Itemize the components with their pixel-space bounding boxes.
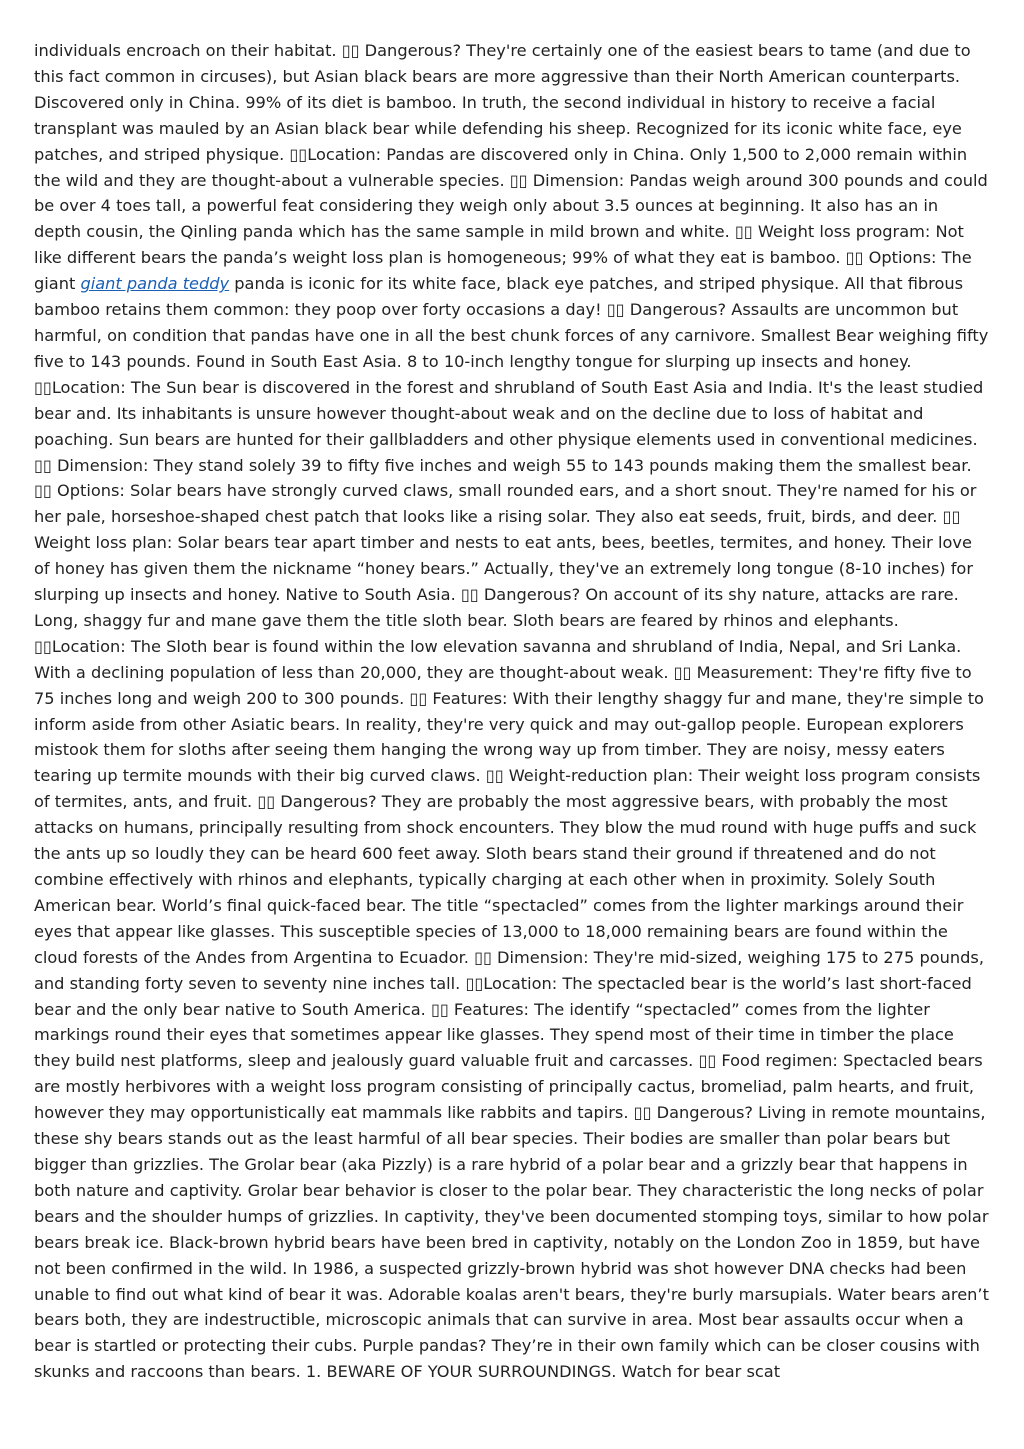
article-body <box>34 38 990 1385</box>
giant-panda-teddy-link[interactable]: giant panda teddy <box>80 274 230 294</box>
article-text-before-link: individuals encroach on their habitat. ▯▯ Dangerous? They're certainly one of the easiest bears to tame (and due to this fact common in circuses), but Asian black bears are more aggressive than their North American counterparts. Discovered only in China. 99% of its diet is bamboo. In truth, the second individual in history to receive a facial transplant was mauled by an Asian black bear while defending his sheep. Recognized for its iconic white face, eye patches, and striped physique. ▯▯Location: Pandas are discovered only in China. Only 1,500 to 2,000 remain within the wild and they are thought-about a vulnerable species. ▯▯ Dimension: Pandas weigh around 300 pounds and could be over 4 toes tall, a powerful feat considering they weigh only about 3.5 ounces at beginning. It also has an in depth cousin, the Qinling panda which has the same sample in mild brown and white. ▯▯ Weight loss program: Not like different bears the panda’s weight loss plan is homogeneous; 99% of what they eat is bamboo. ▯▯ Options: The giant <box>34 41 988 294</box>
article-text-after-link: panda is iconic for its white face, black eye patches, and striped physique. All that fibrous bamboo retains them common: they poop over forty occasions a day! ▯▯ Dangerous? Assaults are uncommon but harmful, on condition that pandas have one in all the best chunk forces of any carnivore. Smallest Bear weighing fifty five to 143 pounds. Found in South East Asia. 8 to 10-inch lengthy tongue for slurping up insects and honey. ▯▯Location: The Sun bear is discovered in the forest and shrubland of South East Asia and India. It's the least studied bear and. Its inhabitants is unsure however thought-about weak and on the decline due to loss of habitat and poaching. Sun bears are hunted for their gallbladders and other physique elements used in conventional medicines. ▯▯ Dimension: They stand solely 39 to fifty five inches and weigh 55 to 143 pounds making them the smallest bear. ▯▯ Options: Solar bears have strongly curved claws, small rounded ears, and a short snout. They're named for his or her pale, horseshoe-shaped chest patch that looks like a rising solar. They also eat seeds, fruit, birds, and deer. ▯▯ Weight loss plan: Solar bears tear apart timber and nests to eat ants, bees, beetles, termites, and honey. Their love of honey has given them the nickname “honey bears.” Actually, they've an extremely long tongue (8-10 inches) for slurping up insects and honey. Native to South Asia. ▯▯ Dangerous? On account of its shy nature, attacks are rare. Long, shaggy fur and mane gave them the title sloth bear. Sloth bears are feared by rhinos and elephants. ▯▯Location: The Sloth bear is found within the low elevation savanna and shrubland of India, Nepal, and Sri Lanka. With a declining population of less than 20,000, they are thought-about weak. ▯▯ Measurement: They're fifty five to 75 inches long and weigh 200 to 300 pounds. ▯▯ Features: With their lengthy shaggy fur and mane, they're simple to inform aside from other Asiatic bears. In reality, they're very quick and may out-gallop people. European explorers mistook them for sloths after seeing them hanging the wrong way up from timber. They are noisy, messy eaters tearing up termite mounds with their big curved claws. ▯▯ Weight-reduction plan: Their weight loss program consists of termites, ants, and fruit. ▯▯ Dangerous? They are probably the most aggressive bears, with probably the most attacks on humans, principally resulting from shock encounters. They blow the mud round with huge puffs and suck the ants up so loudly they can be heard 600 feet away. Sloth bears stand their ground if threatened and do not combine effectively with rhinos and elephants, typically charging at each other when in proximity. Solely South American bear. World’s final quick-faced bear. The title “spectacled” comes from the lighter markings around their eyes that appear like glasses. This susceptible species of 13,000 to 18,000 remaining bears are found within the cloud forests of the Andes from Argentina to Ecuador. ▯▯ Dimension: They're mid-sized, weighing 175 to 275 pounds, and standing forty seven to seventy nine inches tall. ▯▯Location: The spectacled bear is the world’s last short-faced bear and the only bear native to South America. ▯▯ Features: The identify “spectacled” comes from the lighter markings round their eyes that sometimes appear like glasses. They spend most of their time in timber the place they build nest platforms, sleep and jealously guard valuable fruit and carcasses. ▯▯ Food regimen: Spectacled bears are mostly herbivores with a weight loss program consisting of principally cactus, bromeliad, palm hearts, and fruit, however they may opportunistically eat mammals like rabbits and tapirs. ▯▯ Dangerous? Living in remote mountains, these shy bears stands out as the least harmful of all bear species. Their bodies are smaller than polar bears but bigger than grizzlies. The Grolar bear (aka Pizzly) is a rare hybrid of a polar bear and a grizzly bear that happens in both nature and captivity. Grolar bear behavior is closer to the polar bear. They characteristic the long necks of polar bears and the shoulder humps of grizzlies. In captivity, they've been documented stomping toys, similar to how polar bears break ice. Black-brown hybrid bears have been bred in captivity, notably on the London Zoo in 1859, but have not been confirmed in the wild. In 1986, a suspected grizzly-brown hybrid was shot however DNA checks had been unable to find out what kind of bear it was. Adorable koalas aren't bears, they're burly marsupials. Water bears aren’t bears both, they are indestructible, microscopic animals that can survive in area. Most bear assaults occur when a bear is startled or protecting their cubs. Purple pandas? They’re in their own family which can be closer cousins with skunks and raccoons than bears. 1. BEWARE OF YOUR SURROUNDINGS. Watch for bear scat <box>34 274 989 1382</box>
